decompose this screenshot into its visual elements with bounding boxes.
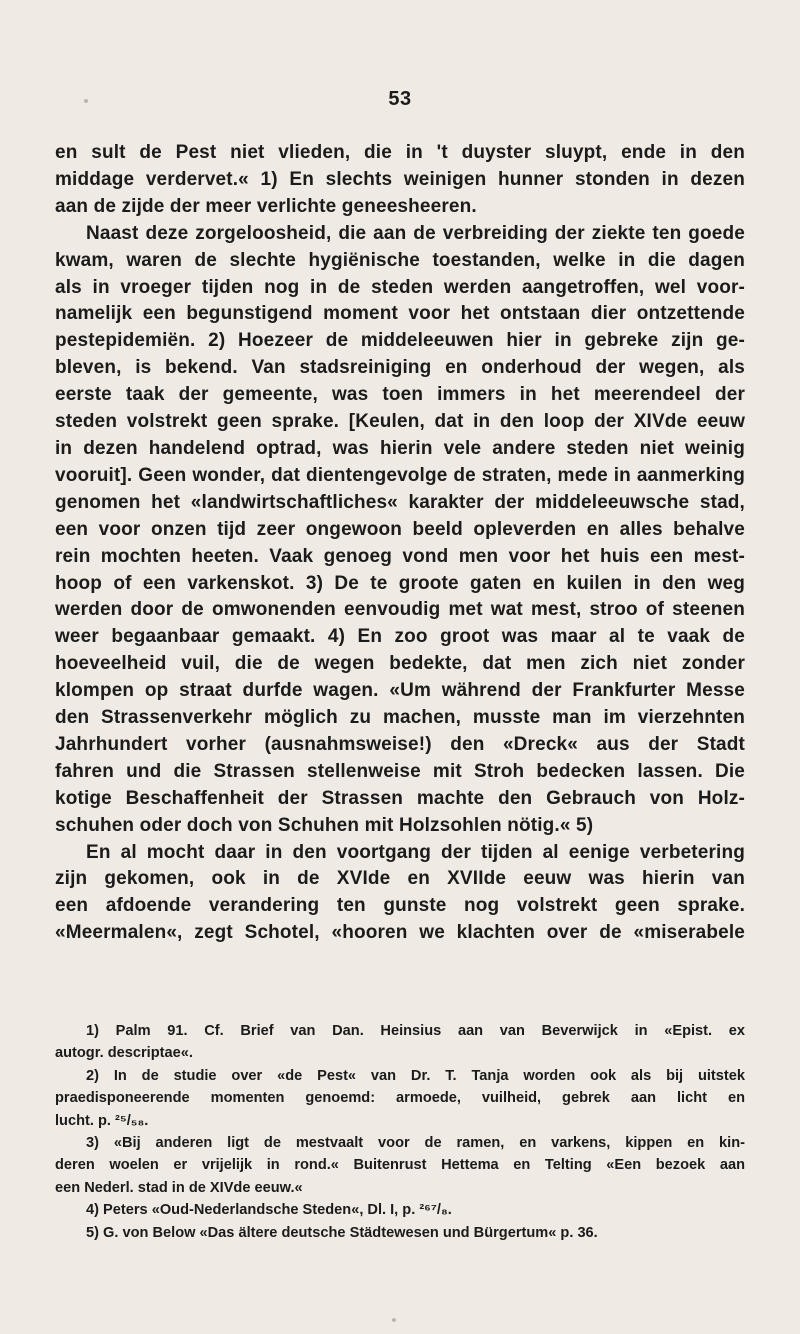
text-line: fahren und die Strassen stellenweise mit Stroh bedecken lassen. Die bbox=[55, 760, 745, 782]
footnote-line: 5) G. von Below «Das ältere deutsche Städtewesen und Bürgertum« p. 36. bbox=[86, 1224, 598, 1241]
text-line: namelijk een begunstigend moment voor het ontstaan dier ontzettende bbox=[55, 303, 745, 325]
text-line: in dezen handelend optrad, was hierin vele andere steden niet weinig bbox=[55, 437, 745, 459]
footnote-line: 1) Palm 91. Cf. Brief van Dan. Heinsius aan van Beverwijck in «Epist. ex bbox=[86, 1023, 745, 1039]
page-number: 53 bbox=[388, 88, 412, 110]
text-line: kotige Beschaffenheit der Strassen machte den Gebrauch von Holz- bbox=[55, 787, 745, 809]
text-line: en sult de Pest niet vlieden, die in 't duyster sluypt, ende in den bbox=[55, 142, 745, 163]
body-text bbox=[55, 140, 745, 947]
footnotes bbox=[55, 1020, 745, 1244]
text-line: zijn gekomen, ook in de XVIde en XVIIde eeuw was hierin van bbox=[55, 868, 745, 890]
footnote-line: deren woelen er vrijelijk in rond.« Buitenrust Hettema en Telting «Een bezoek aan bbox=[55, 1157, 745, 1174]
footnote-line: autogr. descriptae«. bbox=[55, 1045, 193, 1062]
text-line: vooruit]. Geen wonder, dat dientengevolge de straten, mede in aanmerking bbox=[55, 464, 745, 486]
text-line: middage verdervet.« 1) En slechts weinigen hunner stonden in dezen bbox=[55, 168, 745, 190]
text-line: aan de zijde der meer verlichte geneesheeren. bbox=[55, 195, 477, 217]
text-line: kwam, waren de slechte hygiënische toestanden, welke in die dagen bbox=[55, 249, 745, 271]
text-line: genomen het «landwirtschaftliches« karakter der middeleeuwsche stad, bbox=[55, 491, 745, 513]
footnote-line: lucht. p. ²⁵/₅₈. bbox=[55, 1112, 149, 1129]
text-line: een afdoende verandering ten gunste nog volstrekt geen sprake. bbox=[55, 895, 745, 917]
text-line: pestepidemiën. 2) Hoezeer de middeleeuwen hier in gebreke zijn ge- bbox=[55, 330, 745, 352]
paper-speck bbox=[84, 99, 88, 103]
text-line: weer begaanbaar gemaakt. 4) En zoo groot was maar al te vaak de bbox=[55, 626, 745, 648]
text-line: En al mocht daar in den voortgang der tijden al eenige verbetering bbox=[86, 841, 745, 863]
text-line: steden volstrekt geen sprake. [Keulen, dat in den loop der XIVde eeuw bbox=[55, 411, 745, 433]
text-line: Naast deze zorgeloosheid, die aan de verbreiding der ziekte ten goede bbox=[86, 222, 745, 244]
text-line: hoop of een varkenskot. 3) De te groote gaten en kuilen in den weg bbox=[55, 572, 745, 594]
text-line: als in vroeger tijden nog in de steden werden aangetroffen, wel voor- bbox=[55, 276, 745, 298]
text-line: eerste taak der gemeente, was toen immers in het meerendeel der bbox=[55, 384, 745, 406]
footnote-line: 3) «Bij anderen ligt de mestvaalt voor de ramen, en varkens, kippen en kin- bbox=[86, 1135, 745, 1152]
footnote-line: 2) In de studie over «de Pest« van Dr. T. Tanja worden ook als bij uitstek bbox=[86, 1067, 745, 1084]
text-line: werden door de omwonenden eenvoudig met wat mest, stroo of steenen bbox=[55, 599, 745, 621]
text-line: bleven, is bekend. Van stadsreiniging en onderhoud der wegen, als bbox=[55, 357, 745, 379]
text-line: schuhen oder doch von Schuhen mit Holzsohlen nötig.« 5) bbox=[55, 814, 594, 836]
text-line: «Meermalen«, zegt Schotel, «hooren we klachten over de «miserabele bbox=[55, 922, 745, 944]
text-line: den Strassenverkehr möglich zu machen, musste man im vierzehnten bbox=[55, 707, 745, 729]
text-line: hoeveelheid vuil, die de wegen bedekte, dat men zich niet zonder bbox=[55, 653, 745, 675]
text-line: Jahrhundert vorher (ausnahmsweise!) den «Dreck« aus der Stadt bbox=[55, 733, 745, 755]
text-line: rein mochten heeten. Vaak genoeg vond men voor het huis een mest- bbox=[55, 545, 745, 567]
footnote-line: praedisponeerende momenten genoemd: armoede, vuilheid, gebrek aan licht en bbox=[55, 1090, 745, 1107]
footnote-line: 4) Peters «Oud-Nederlandsche Steden«, Dl. I, p. ²⁶⁷/₈. bbox=[86, 1202, 452, 1219]
text-line: een voor onzen tijd zeer ongewoon beeld opleverden en alles behalve bbox=[55, 518, 745, 540]
text-line: klompen op straat durfde wagen. «Um während der Frankfurter Messe bbox=[55, 680, 745, 702]
paper-speck bbox=[392, 1318, 396, 1322]
footnote-line: een Nederl. stad in de XIVde eeuw.« bbox=[55, 1179, 303, 1196]
